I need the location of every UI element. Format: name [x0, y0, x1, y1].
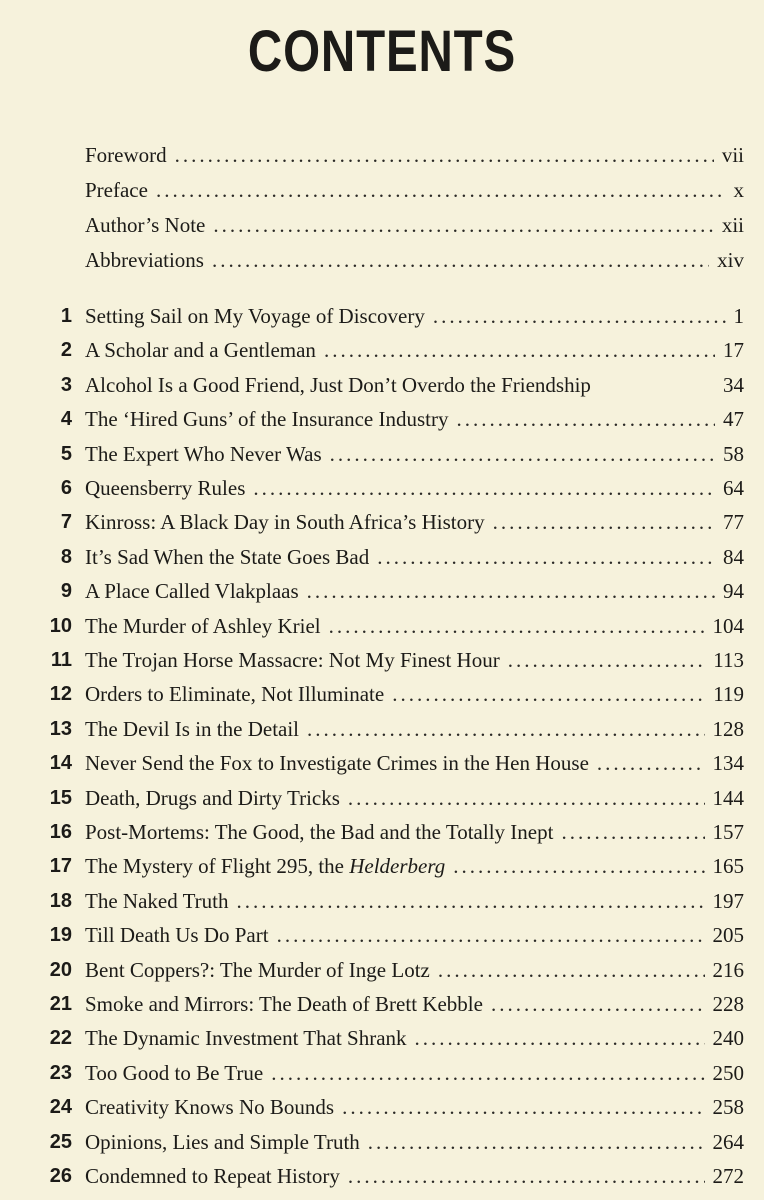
entry-title: Till Death Us Do Part — [85, 923, 269, 948]
chapter-number: 16 — [49, 821, 72, 843]
page-number: 119 — [713, 682, 744, 707]
page-number: 197 — [712, 888, 744, 913]
chapter-number: 1 — [60, 305, 72, 327]
chapter-number: 20 — [49, 958, 72, 981]
toc-entry — [0, 953, 764, 987]
page-number: 113 — [713, 648, 744, 672]
chapter-number: 21 — [49, 993, 72, 1015]
dot-leader — [156, 173, 726, 207]
entry-title: The Expert Who Never Was — [85, 441, 322, 466]
chapter-number: 19 — [49, 924, 72, 947]
entry-title: Condemned to Repeat History — [85, 1164, 340, 1188]
page-number: 58 — [723, 441, 744, 466]
dot-leader — [213, 208, 713, 242]
toc-entry — [0, 368, 764, 402]
chapter-number: 25 — [49, 1130, 72, 1153]
dot-leader — [597, 746, 705, 780]
entry-title-main: The Mystery of Flight 295, the — [85, 854, 350, 879]
toc-entry — [0, 746, 764, 780]
dot-leader — [493, 505, 715, 539]
entry-title: The Naked Truth — [85, 888, 229, 913]
toc-entry — [0, 540, 764, 574]
toc-entry — [0, 333, 764, 367]
entry-title: Kinross: A Black Day in South Africa’s History — [85, 510, 485, 535]
toc-entry — [0, 243, 764, 277]
page-number: 84 — [723, 544, 744, 569]
page-number: xii — [721, 213, 744, 237]
page-number: 47 — [723, 407, 744, 432]
chapter-number: 26 — [49, 1165, 72, 1187]
chapter-number: 5 — [60, 442, 72, 465]
dot-leader — [212, 243, 709, 277]
dot-leader — [368, 1125, 705, 1159]
page-number: xiv — [717, 248, 744, 272]
page-number: 104 — [712, 613, 744, 638]
toc-entry — [0, 208, 764, 242]
dot-leader — [453, 849, 704, 883]
toc-entry — [0, 1056, 764, 1090]
chapter-number: 2 — [60, 339, 72, 362]
dot-leader — [415, 1021, 705, 1055]
chapter-number: 15 — [49, 786, 72, 809]
page-number: 216 — [712, 957, 744, 982]
page-number: 1 — [733, 304, 744, 328]
chapter-number: 24 — [49, 1096, 72, 1119]
toc-entry — [0, 643, 764, 677]
dot-leader — [561, 815, 704, 849]
chapter-number: 18 — [49, 889, 72, 912]
entry-title: Alcohol Is a Good Friend, Just Don’t Overdo the Friendship — [85, 372, 591, 397]
entry-title-italic: Helderberg — [349, 854, 446, 879]
toc-entry — [0, 402, 764, 436]
toc-entry — [0, 781, 764, 815]
toc-entry — [0, 609, 764, 643]
page-number: 34 — [723, 372, 744, 397]
chapter-number: 13 — [49, 717, 72, 740]
dot-leader — [348, 781, 705, 815]
toc-entry — [0, 437, 764, 471]
page-number: 250 — [712, 1060, 744, 1085]
chapter-number: 4 — [60, 408, 72, 431]
entry-title: The ‘Hired Guns’ of the Insurance Industry — [85, 407, 449, 432]
toc-entry — [0, 173, 764, 207]
dot-leader — [330, 437, 715, 471]
entry-title: The Trojan Horse Massacre: Not My Finest Hour — [85, 648, 500, 672]
page-number: 77 — [723, 510, 744, 535]
page-number: 258 — [712, 1095, 744, 1120]
entry-title — [85, 849, 445, 883]
page-number: 264 — [712, 1129, 744, 1154]
entry-title: Bent Coppers?: The Murder of Inge Lotz — [85, 957, 430, 982]
toc-entry — [0, 505, 764, 539]
page-number: 157 — [712, 820, 744, 844]
page-number: 94 — [723, 579, 744, 604]
chapter-number: 7 — [60, 511, 72, 534]
toc-entry — [0, 884, 764, 918]
dot-leader — [377, 540, 715, 574]
dot-leader — [307, 712, 704, 746]
page-number: 64 — [723, 476, 744, 500]
toc-entry — [0, 987, 764, 1021]
toc-entry — [0, 471, 764, 505]
dot-leader — [329, 609, 705, 643]
toc-entry — [0, 574, 764, 608]
toc-entry — [0, 138, 764, 172]
toc-entry — [0, 815, 764, 849]
chapter-number: 23 — [49, 1061, 72, 1084]
toc-entry — [0, 1125, 764, 1159]
chapter-number: 14 — [49, 752, 72, 775]
dot-leader — [457, 402, 716, 436]
chapter-number: 3 — [60, 373, 72, 396]
page-number: x — [733, 178, 744, 202]
page-number: 134 — [712, 751, 744, 776]
entry-title: A Scholar and a Gentleman — [85, 338, 316, 363]
page-number: vii — [721, 143, 744, 167]
toc-entry — [0, 1090, 764, 1124]
dot-leader — [348, 1159, 705, 1193]
toc-entry — [0, 677, 764, 711]
page-number: 240 — [712, 1026, 744, 1051]
page-number: 128 — [712, 716, 744, 741]
dot-leader — [392, 677, 705, 711]
entry-title: Creativity Knows No Bounds — [85, 1095, 335, 1120]
entry-title: Death, Drugs and Dirty Tricks — [85, 785, 340, 810]
entry-title: Smoke and Mirrors: The Death of Brett Kebble — [85, 992, 483, 1016]
dot-leader — [307, 574, 715, 608]
entry-title: Setting Sail on My Voyage of Discovery — [85, 304, 425, 328]
entry-title: The Dynamic Investment That Shrank — [85, 1026, 407, 1051]
dot-leader — [324, 333, 715, 367]
dot-leader — [271, 1056, 704, 1090]
chapter-number: 22 — [49, 1027, 72, 1050]
toc-entry — [0, 849, 764, 883]
entry-title: Preface — [85, 178, 148, 202]
entry-title: Never Send the Fox to Investigate Crimes in the Hen House — [85, 751, 589, 776]
entry-title: Abbreviations — [85, 248, 204, 272]
dot-leader — [175, 138, 714, 172]
dot-leader — [491, 987, 705, 1021]
toc-entry — [0, 712, 764, 746]
entry-title: It’s Sad When the State Goes Bad — [85, 544, 370, 569]
toc-entry — [0, 1159, 764, 1193]
page-number: 205 — [712, 923, 744, 948]
chapter-number: 11 — [50, 649, 72, 671]
page-number: 144 — [712, 785, 744, 810]
toc-entry — [0, 918, 764, 952]
chapter-number: 9 — [60, 580, 72, 603]
chapter-number: 10 — [49, 614, 72, 637]
dot-leader — [433, 299, 726, 333]
entry-title: Opinions, Lies and Simple Truth — [85, 1129, 360, 1154]
page-number: 17 — [723, 338, 744, 363]
entry-title: Foreword — [85, 143, 167, 167]
toc-entry — [0, 1021, 764, 1055]
dot-leader — [342, 1090, 704, 1124]
toc-entry — [0, 299, 764, 333]
page-number: 228 — [712, 992, 744, 1016]
chapter-number: 17 — [49, 855, 72, 878]
dot-leader — [253, 471, 715, 505]
dot-leader — [277, 918, 705, 952]
dot-leader — [237, 884, 705, 918]
entry-title: Author’s Note — [85, 213, 206, 237]
chapter-number: 8 — [60, 545, 72, 568]
entry-title: The Devil Is in the Detail — [85, 716, 300, 741]
entry-title: A Place Called Vlakplaas — [85, 579, 299, 604]
entry-title: The Murder of Ashley Kriel — [85, 613, 321, 638]
dot-leader — [438, 953, 705, 987]
chapter-number: 6 — [60, 477, 72, 499]
entry-title: Post-Mortems: The Good, the Bad and the Totally Inept — [85, 820, 554, 844]
page-number: 272 — [712, 1164, 744, 1188]
entry-title: Queensberry Rules — [85, 476, 246, 500]
chapter-number: 12 — [49, 683, 72, 706]
page-title: CONTENTS — [247, 19, 517, 84]
entry-title: Too Good to Be True — [85, 1060, 264, 1085]
entry-title: Orders to Eliminate, Not Illuminate — [85, 682, 385, 707]
page-number: 165 — [712, 854, 744, 879]
dot-leader — [508, 643, 706, 677]
